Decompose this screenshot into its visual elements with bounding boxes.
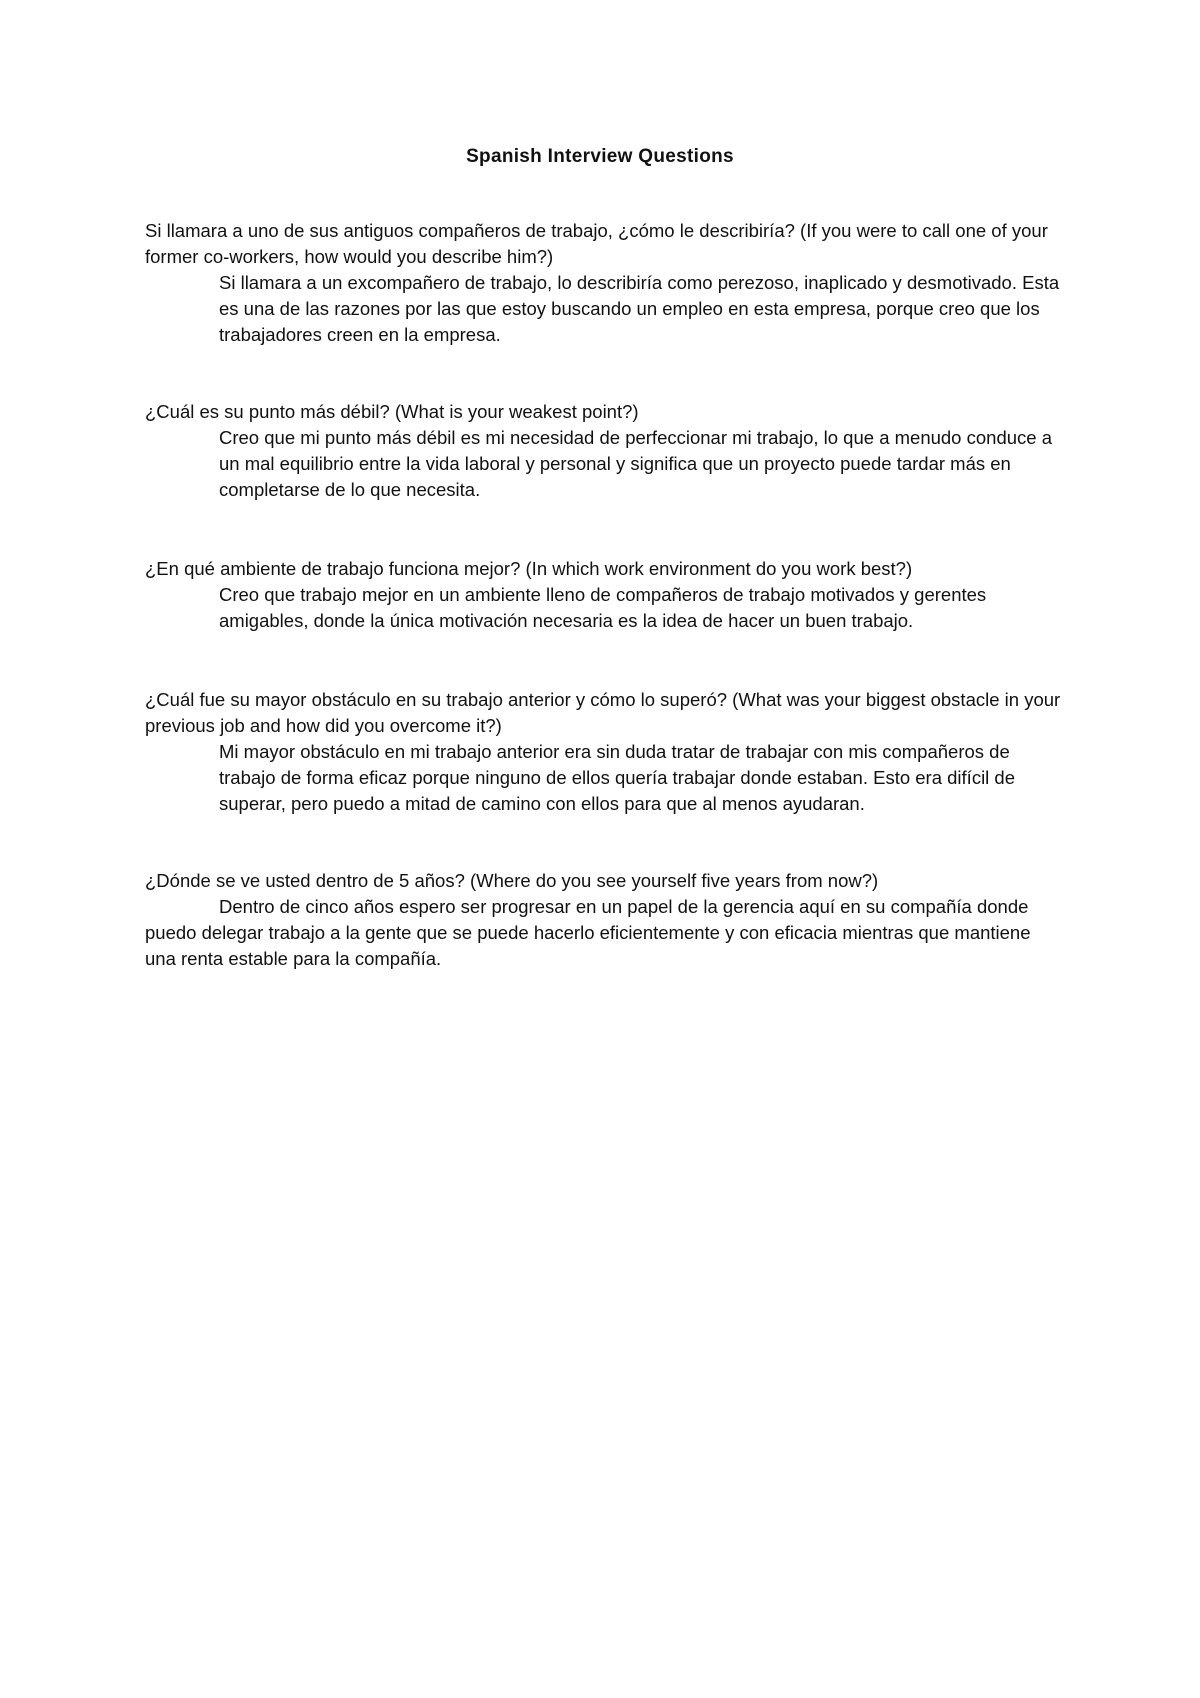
qa-block <box>145 218 1065 348</box>
answer-text: Dentro de cinco años espero ser progresar en un papel de la gerencia aquí en su compañía donde puedo delegar trabajo a la gente que se puede hacerlo eficientemente y con eficacia mientras que mantiene una renta estable para la compañía. <box>145 896 1031 969</box>
question-text: ¿Cuál fue su mayor obstáculo en su trabajo anterior y cómo lo superó? (What was your biggest obstacle in your previous job and how did you overcome it?) <box>145 689 1061 736</box>
qa-block <box>145 687 1065 817</box>
answer-text: Mi mayor obstáculo en mi trabajo anterior era sin duda tratar de trabajar con mis compañeros de trabajo de forma eficaz porque ninguno de ellos quería trabajar donde estaban. Esto era difícil de superar, pero puedo a mitad de camino con ellos para que al menos ayudaran. <box>219 741 1016 814</box>
qa-block <box>145 868 1065 972</box>
answer-text: Creo que mi punto más débil es mi necesidad de perfeccionar mi trabajo, lo que a menudo conduce a un mal equilibrio entre la vida laboral y personal y significa que un proyecto puede tardar más en completarse de lo que necesita. <box>219 427 1052 500</box>
question-text: Si llamara a uno de sus antiguos compañeros de trabajo, ¿cómo le describiría? (If you were to call one of your former co-workers, how would you describe him?) <box>145 220 1048 267</box>
answer-text: Si llamara a un excompañero de trabajo, lo describiría como perezoso, inaplicado y desmotivado. Esta es una de las razones por las que estoy buscando un empleo en esta empresa, porque creo que los trabajadores creen en la empresa. <box>219 272 1060 345</box>
document-title: Spanish Interview Questions <box>466 146 734 167</box>
qa-block <box>145 556 1065 634</box>
answer-text: Creo que trabajo mejor en un ambiente lleno de compañeros de trabajo motivados y gerentes amigables, donde la única motivación necesaria es la idea de hacer un buen trabajo. <box>219 584 987 631</box>
qa-block <box>145 399 1065 503</box>
question-text: ¿Cuál es su punto más débil? (What is your weakest point?) <box>145 401 639 422</box>
question-text: ¿Dónde se ve usted dentro de 5 años? (Where do you see yourself five years from now?) <box>145 870 879 891</box>
question-text: ¿En qué ambiente de trabajo funciona mejor? (In which work environment do you work best?) <box>145 558 913 579</box>
